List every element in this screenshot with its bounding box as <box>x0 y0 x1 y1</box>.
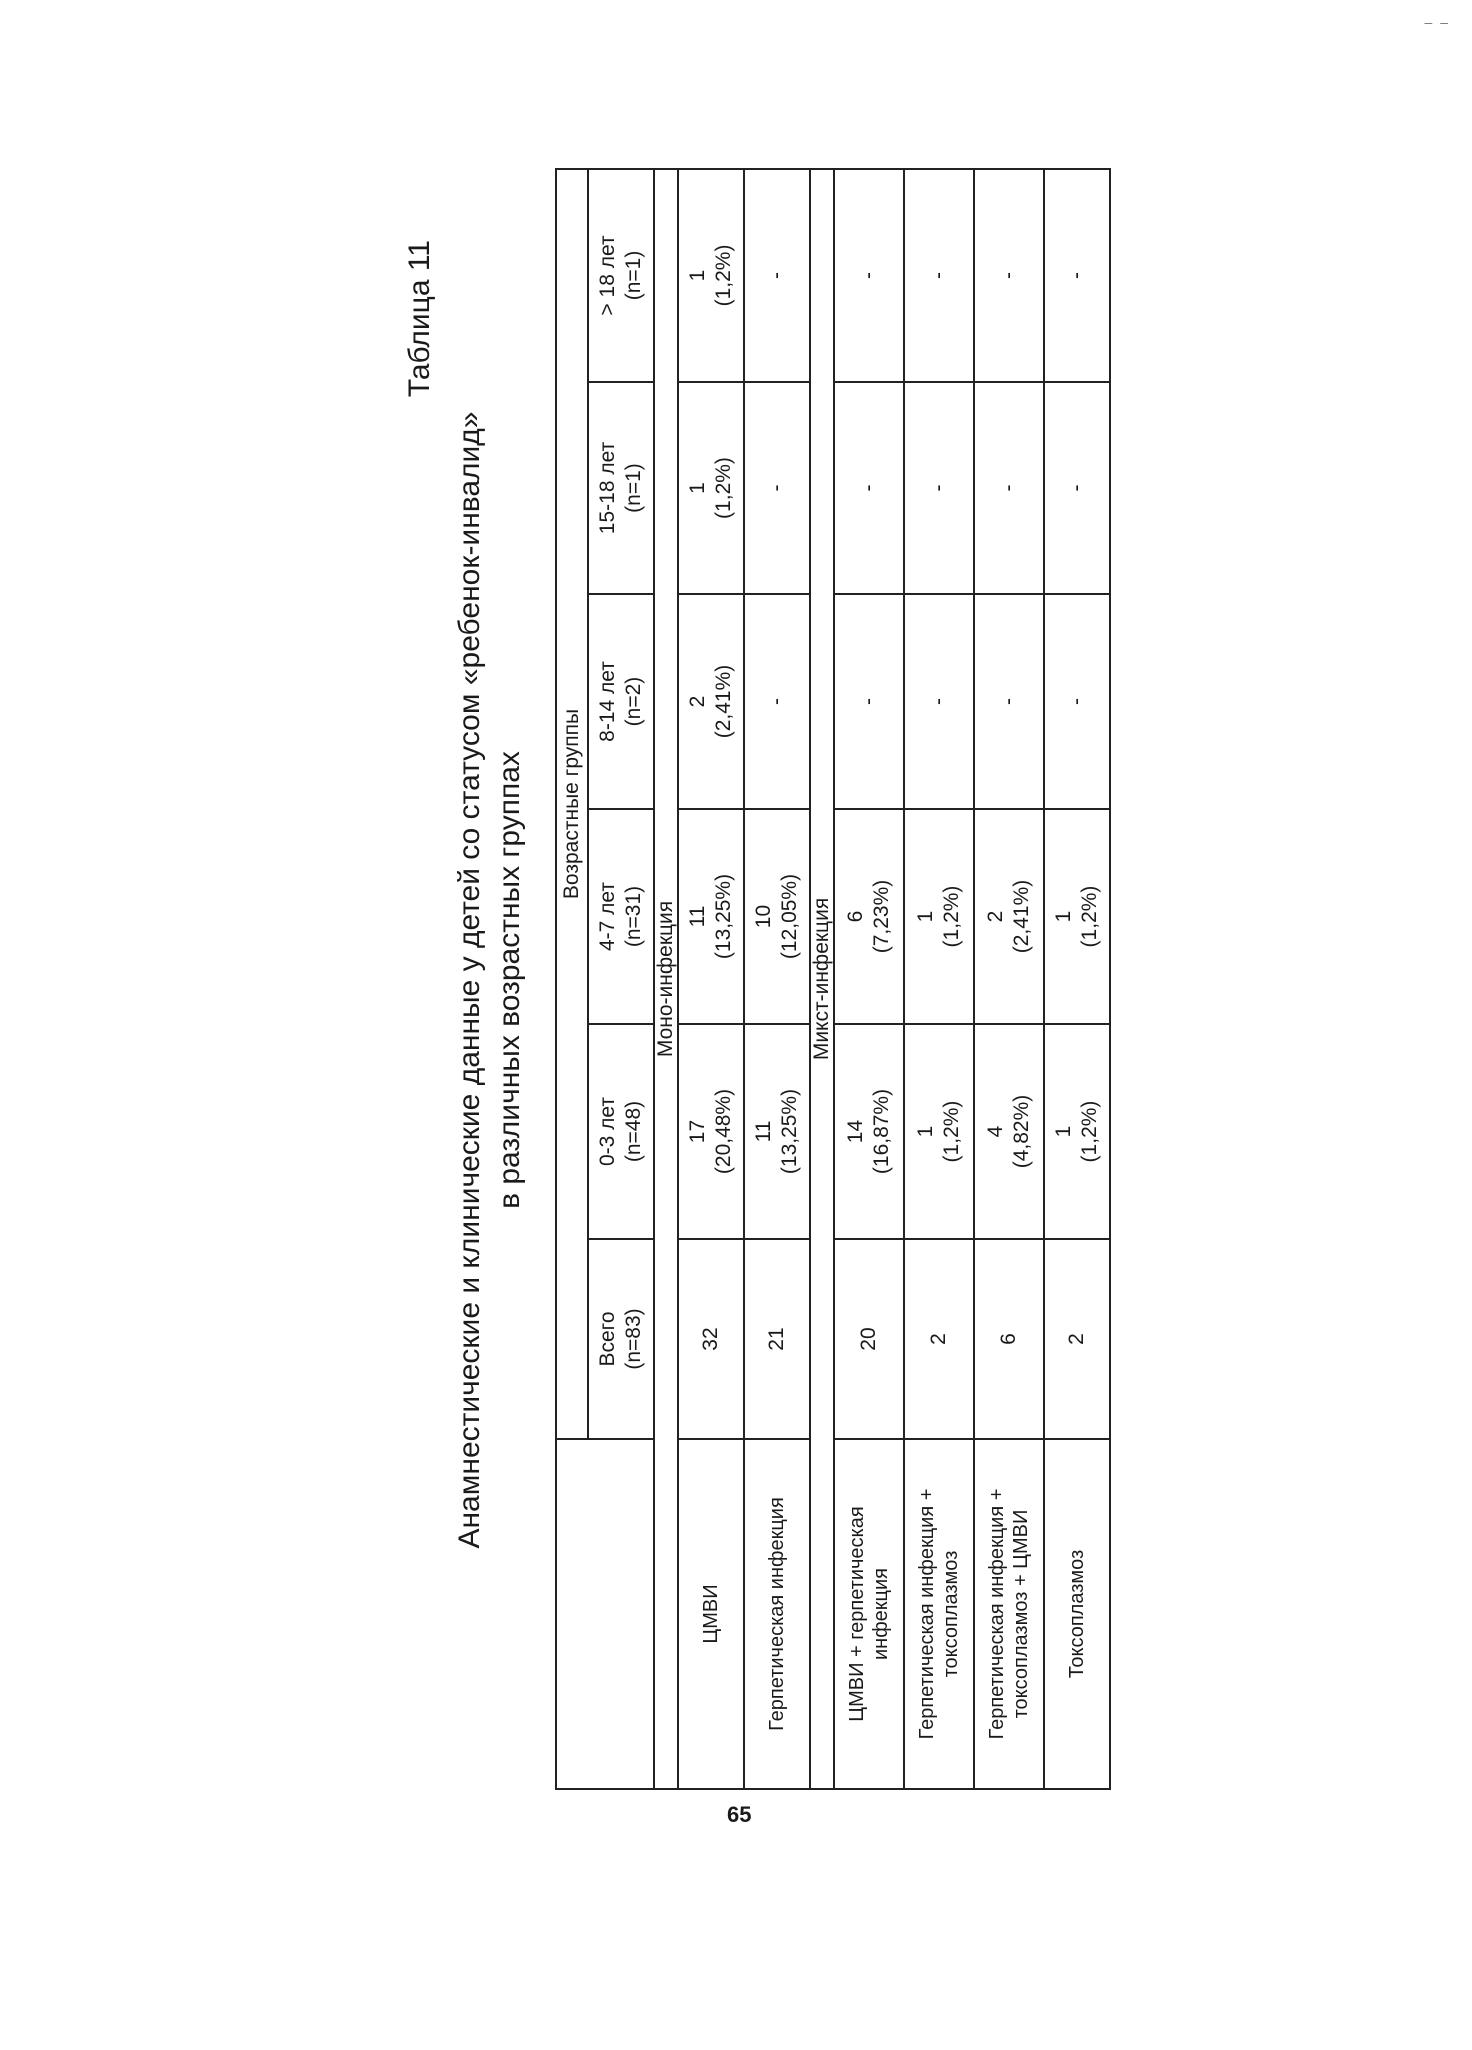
cell-age-0-3: 1 (1,2%) <box>1044 1024 1110 1239</box>
cell-age-4-7: 6 (7,23%) <box>834 809 904 1024</box>
cell-total: 21 <box>744 1239 810 1439</box>
cell-total: 32 <box>678 1239 744 1439</box>
row-label: ЦМВИ + герпетическая инфекция <box>834 1439 904 1789</box>
cell-age-0-3: 1 (1,2%) <box>904 1024 974 1239</box>
header-age-18-plus: > 18 лет (n=1) <box>588 169 654 382</box>
corner-mark: – – <box>1424 14 1450 30</box>
cell-age-18-plus: - <box>904 169 974 382</box>
page-number: 65 <box>727 1802 752 1827</box>
age-groups-header: Возрастные группы <box>556 169 588 1439</box>
cell-age-18-plus: - <box>974 169 1044 382</box>
data-table <box>555 168 1111 1790</box>
row-label: Герпетическая инфекция + токсоплазмоз + ЦМВИ <box>974 1439 1044 1789</box>
header-age-8-14: 8-14 лет (n=2) <box>588 594 654 809</box>
cell-age-18-plus: - <box>1044 169 1110 382</box>
row-label: Герпетическая инфекция + токсоплазмоз <box>904 1439 974 1789</box>
cell-age-18-plus: - <box>834 169 904 382</box>
cell-age-0-3: 14 (16,87%) <box>834 1024 904 1239</box>
cell-total: 2 <box>1044 1239 1110 1439</box>
section-row-mixed <box>810 169 834 1789</box>
cell-total: 20 <box>834 1239 904 1439</box>
header-total: Всего (n=83) <box>588 1239 654 1439</box>
header-age-0-3: 0-3 лет (n=48) <box>588 1024 654 1239</box>
cell-age-4-7: 11 (13,25%) <box>678 809 744 1024</box>
cell-age-8-14: - <box>834 594 904 809</box>
table-subtitle: в различных возрастных группах <box>493 751 526 1209</box>
table-row <box>678 169 744 1789</box>
rotated-table-block <box>400 160 1120 1800</box>
row-label: ЦМВИ <box>678 1439 744 1789</box>
cell-age-8-14: 2 (2,41%) <box>678 594 744 809</box>
table-title: Анамнестические и клинические данные у детей со статусом «ребенок-инвалид» <box>453 411 486 1549</box>
cell-total: 6 <box>974 1239 1044 1439</box>
table-number: Таблица 11 <box>403 240 436 398</box>
cell-age-4-7: 1 (1,2%) <box>904 809 974 1024</box>
cell-age-15-18: - <box>834 382 904 594</box>
row-label: Герпетическая инфекция <box>744 1439 810 1789</box>
cell-age-8-14: - <box>744 594 810 809</box>
cell-total: 2 <box>904 1239 974 1439</box>
table-row <box>744 169 810 1789</box>
cell-age-8-14: - <box>974 594 1044 809</box>
header-age-4-7: 4-7 лет (n=31) <box>588 809 654 1024</box>
section-mixed-infection: Микст-инфекция <box>810 169 834 1789</box>
table-row <box>904 169 974 1789</box>
section-row-mono <box>654 169 678 1789</box>
cell-age-15-18: - <box>974 382 1044 594</box>
cell-age-18-plus: - <box>744 169 810 382</box>
cell-age-15-18: - <box>744 382 810 594</box>
cell-age-4-7: 10 (12,05%) <box>744 809 810 1024</box>
cell-age-4-7: 1 (1,2%) <box>1044 809 1110 1024</box>
cell-age-15-18: 1 (1,2%) <box>678 382 744 594</box>
header-age-15-18: 15-18 лет (n=1) <box>588 382 654 594</box>
table-row <box>974 169 1044 1789</box>
section-mono-infection: Моно-инфекция <box>654 169 678 1789</box>
cell-age-0-3: 11 (13,25%) <box>744 1024 810 1239</box>
header-empty-cell <box>556 1439 654 1789</box>
cell-age-8-14: - <box>1044 594 1110 809</box>
cell-age-18-plus: 1 (1,2%) <box>678 169 744 382</box>
table-row <box>1044 169 1110 1789</box>
header-row-group <box>556 169 588 1789</box>
table-row <box>834 169 904 1789</box>
row-label: Токсоплазмоз <box>1044 1439 1110 1789</box>
cell-age-0-3: 17 (20,48%) <box>678 1024 744 1239</box>
cell-age-8-14: - <box>904 594 974 809</box>
cell-age-0-3: 4 (4,82%) <box>974 1024 1044 1239</box>
cell-age-15-18: - <box>904 382 974 594</box>
cell-age-15-18: - <box>1044 382 1110 594</box>
cell-age-4-7: 2 (2,41%) <box>974 809 1044 1024</box>
